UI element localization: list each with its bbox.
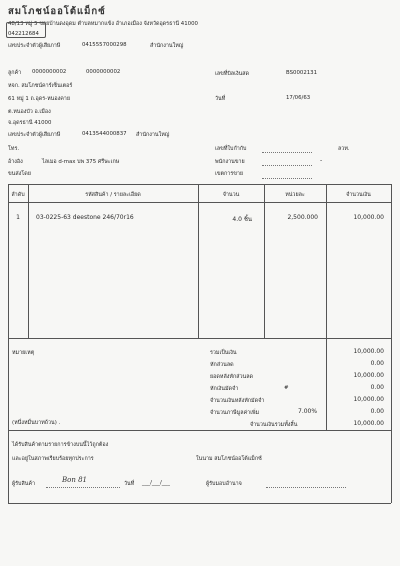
discount-value: 0.00: [370, 360, 384, 367]
doc-due-label: เขตการขาย: [215, 171, 244, 177]
company-branch: สำนักงานใหญ่: [150, 43, 184, 49]
due-dots: [262, 178, 312, 179]
company-address: 48/13 หมู่ 5 ซอยบ้านดงอุดม ตำบลหมากแข้ง อำเภอเมือง จังหวัดอุดรธานี 41000: [8, 21, 198, 27]
authorized-sign-line: [266, 487, 346, 488]
receiver-signature: Bon 81: [62, 476, 87, 484]
deposit-value: 0.00: [370, 384, 384, 391]
customer-code-1: 0000000002: [32, 69, 67, 75]
row-qty: 4.0 ชิ้น: [232, 216, 252, 223]
after-deposit-value: 10,000.00: [353, 396, 384, 403]
subtotal-label: รวมเป็นเงิน: [210, 350, 237, 356]
company-tax-id: 0415557000298: [82, 42, 127, 48]
customer-phone-label: โทร.: [8, 146, 20, 152]
receive-date-label: วันที่: [124, 481, 135, 487]
row-amount: 10,000.00: [353, 214, 384, 221]
doc-number: BS0002131: [286, 70, 318, 76]
doc-number-label: เลขที่บิลเงินสด: [215, 71, 250, 77]
doc-credit-label: ลวท.: [338, 146, 350, 152]
deposit-label: หักเงินมัดจำ: [210, 386, 239, 392]
salesman-dots: [262, 165, 312, 166]
customer-tax-id: 0413544000837: [82, 131, 127, 137]
hash-mark: #: [284, 385, 289, 391]
doc-taxinv-label: เลขที่ใบกำกับ: [215, 146, 247, 152]
vat-percent: 7.00%: [298, 408, 318, 415]
doc-date: 17/06/63: [286, 95, 311, 101]
authorized-label: ผู้รับมอบอำนาจ: [206, 481, 242, 487]
customer-address-2: ต.หนองบัว อ.เมือง: [8, 109, 51, 115]
customer-ship-label: ขนส่งโดย: [8, 171, 31, 177]
vat-value: 0.00: [370, 408, 384, 415]
row-price: 2,500.000: [287, 214, 318, 221]
row-no: 1: [16, 214, 20, 221]
col-header-no: ลำดับ: [11, 192, 25, 198]
company-sign-label: ในนาม สมโภชน์ออโต้แม็กซ์: [196, 456, 262, 462]
vat-label: จำนวนภาษีมูลค่าเพิ่ม: [210, 410, 260, 416]
receiver-label: ผู้รับสินค้า: [12, 481, 36, 487]
taxinv-dots: [262, 152, 312, 153]
grand-total-value: 10,000.00: [353, 420, 384, 427]
customer-ref-label: อ้างอิง: [8, 159, 23, 165]
customer-address-1: 61 หมู่ 1 ถ.อุดร-หนองคาย: [8, 96, 70, 102]
col-header-price: หน่วยละ: [285, 192, 305, 198]
col-header-desc: รหัสสินค้า / รายละเอียด: [85, 192, 141, 198]
customer-code-2: 0000000002: [86, 69, 121, 75]
company-phone: 042212684: [8, 31, 39, 37]
customer-address-3: จ.อุดรธานี 41000: [8, 120, 52, 126]
company-name: สมโภชน์ออโต้แม็กซ์: [8, 6, 106, 17]
customer-code-label: ลูกค้า: [8, 70, 22, 76]
dash-mark: -: [320, 157, 323, 164]
company-tax-label: เลขประจำตัวผู้เสียภาษี: [8, 43, 61, 49]
grand-total-label: จำนวนเงินรวมทั้งสิ้น: [250, 422, 298, 428]
after-deposit-label: จำนวนเงินหลังหักมัดจำ: [210, 398, 265, 404]
customer-ref-value: ไลเมอ d-max บพ 375 ศรีษะเกษ: [42, 159, 120, 165]
customer-tax-label: เลขประจำตัวผู้เสียภาษี: [8, 132, 61, 138]
customer-name: หจก. สมโภชน์คาร์เซ็นเตอร์: [8, 83, 73, 89]
row-desc: 03-0225-63 deestone 246/70r16: [36, 214, 134, 221]
after-discount-label: ยอดหลังหักส่วนลด: [210, 374, 254, 380]
receiver-sign-line: [46, 487, 120, 488]
receive-date-blank: ___/___/___: [142, 480, 170, 486]
remark-label: หมายเหตุ: [12, 350, 35, 356]
doc-salesman-label: พนักงานขาย: [215, 159, 245, 165]
amount-in-words: (หนึ่งหมื่นบาทถ้วน) .: [12, 420, 61, 426]
after-discount-value: 10,000.00: [353, 372, 384, 379]
customer-branch: สำนักงานใหญ่: [136, 132, 170, 138]
col-header-amount: จำนวนเงิน: [346, 192, 371, 198]
doc-date-label: วันที่: [215, 96, 226, 102]
discount-label: หักส่วนลด: [210, 362, 234, 368]
col-header-qty: จำนวน: [222, 192, 240, 198]
footer-note-2: และอยู่ในสภาพเรียบร้อยทุกประการ: [12, 456, 94, 462]
subtotal-value: 10,000.00: [353, 348, 384, 355]
footer-note-1: ได้รับสินค้าตามรายการข้างบนนี้ไว้ถูกต้อง: [12, 442, 109, 448]
